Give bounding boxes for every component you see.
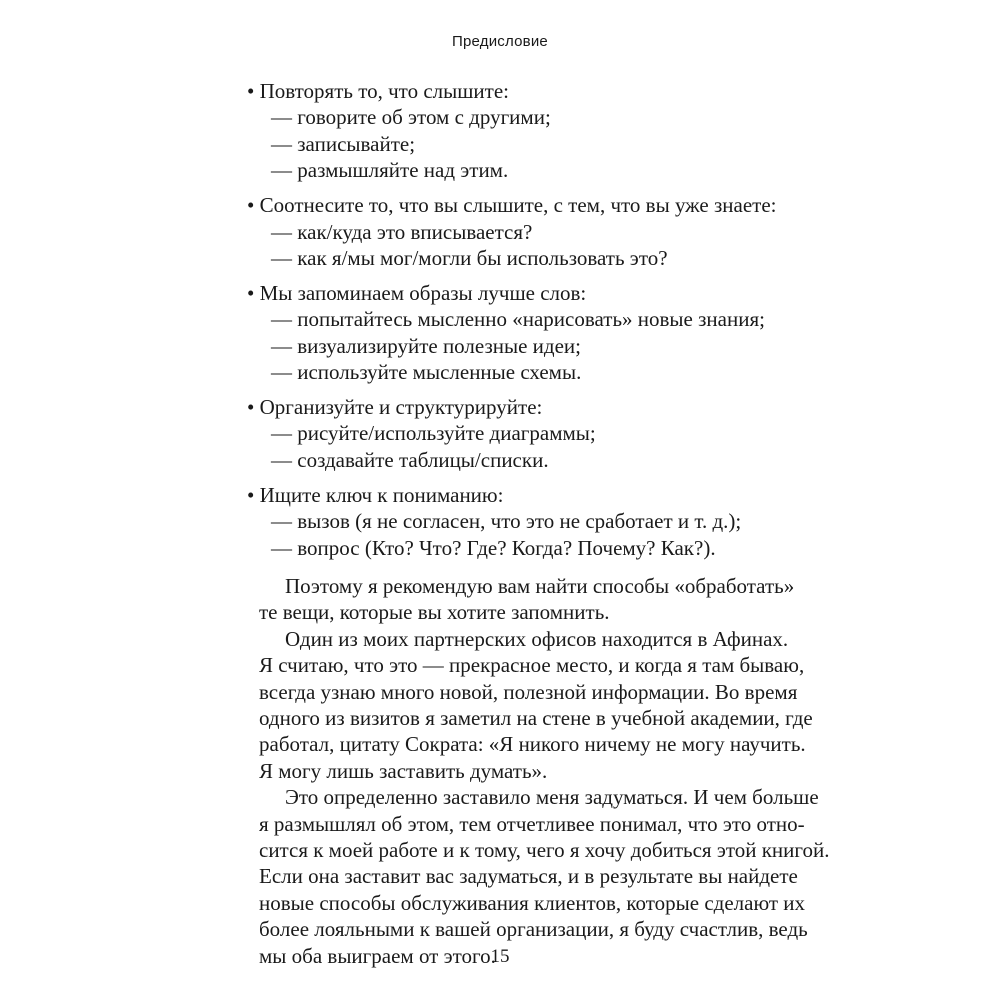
paragraph <box>233 573 795 626</box>
paragraph-line: Поэтому я рекомендую вам найти способы «обработать» <box>285 573 795 598</box>
page-number: 15 <box>490 946 510 967</box>
paragraph-line: Я могу лишь заставить думать». <box>259 758 548 783</box>
paragraph-line: те вещи, которые вы хотите запомнить. <box>259 600 610 625</box>
bullet-sub-item: — попытайтесь мысленно «нарисовать» новые знания; <box>271 307 765 332</box>
bullet-group <box>233 280 767 386</box>
paragraph-line: Один из моих партнерских офисов находится в Афинах. <box>285 626 789 651</box>
paragraph-line: Это определенно заставило меня задуматься. И чем больше <box>285 785 819 810</box>
paragraph <box>233 626 813 784</box>
bullet-sub-item: — как/куда это вписывается? <box>271 219 533 244</box>
bullet-lead: • Соотнесите то, что вы слышите, с тем, что вы уже знаете: <box>247 193 777 218</box>
bullet-sub-item: — вопрос (Кто? Что? Где? Когда? Почему? Как?). <box>271 535 716 560</box>
bullet-sub-item: — как я/мы мог/могли бы использовать это? <box>271 245 668 270</box>
paragraph-line: работал, цитату Сократа: «Я никого ничему не могу научить. <box>259 732 806 757</box>
paragraph-line: я размышлял об этом, тем отчетливее понимал, что это отно- <box>259 811 805 836</box>
bullet-sub-item: — размышляйте над этим. <box>271 158 509 183</box>
bullet-group <box>233 482 767 561</box>
bullet-group <box>233 394 767 473</box>
running-head: Предисловие <box>452 33 548 50</box>
paragraph-line: более лояльными к вашей организации, я буду счастлив, ведь <box>259 917 808 942</box>
bullet-lead: • Ищите ключ к пониманию: <box>247 482 504 507</box>
bullet-sub-item: — говорите об этом с другими; <box>271 105 551 130</box>
bullet-group <box>233 78 767 184</box>
page-body <box>233 78 830 969</box>
bullet-group <box>233 192 777 271</box>
bullet-sub-item: — рисуйте/используйте диаграммы; <box>271 421 596 446</box>
bullet-sub-item: — используйте мысленные схемы. <box>271 360 582 385</box>
paragraph-line: мы оба выиграем от этого. <box>259 943 496 968</box>
paragraph-line: Если она заставит вас задуматься, и в результате вы найдете <box>259 864 798 889</box>
bullet-sub-item: — создавайте таблицы/списки. <box>271 447 549 472</box>
paragraph-line: новые способы обслуживания клиентов, которые сделают их <box>259 890 806 915</box>
paragraph-line: Я считаю, что это — прекрасное место, и когда я там бываю, <box>259 653 805 678</box>
paragraph-line: всегда узнаю много новой, полезной информации. Во время <box>259 679 798 704</box>
bullet-lead: • Повторять то, что слышите: <box>247 79 509 103</box>
bullet-sub-item: — записывайте; <box>271 131 416 156</box>
paragraph-line: одного из визитов я заметил на стене в учебной академии, где <box>259 705 813 730</box>
bullet-lead: • Мы запоминаем образы лучше слов: <box>247 280 587 305</box>
paragraph <box>233 784 830 969</box>
paragraph-line: сится к моей работе и к тому, чего я хочу добиться этой книгой. <box>259 837 830 862</box>
bullet-lead: • Организуйте и структурируйте: <box>247 394 543 419</box>
bullet-sub-item: — визуализируйте полезные идеи; <box>271 333 581 358</box>
bullet-sub-item: — вызов (я не согласен, что это не сработает и т. д.); <box>271 509 742 534</box>
